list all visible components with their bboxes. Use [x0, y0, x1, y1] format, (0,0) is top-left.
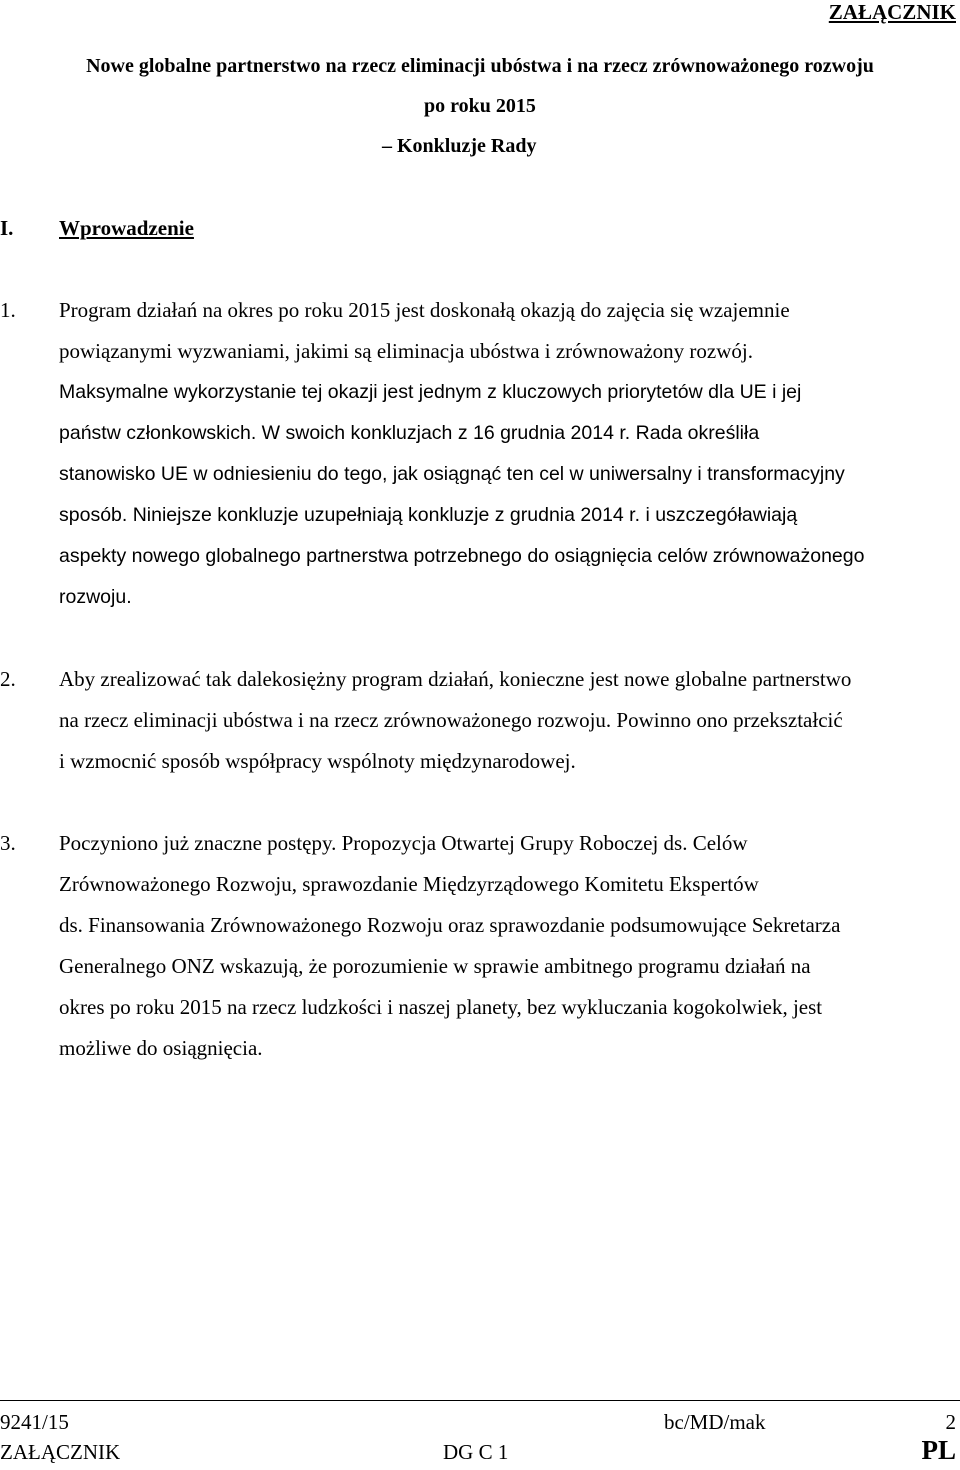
paragraph-text: [59, 823, 959, 1069]
paragraph-number: 1.: [0, 298, 16, 322]
paragraph-text: [59, 659, 959, 782]
paragraph-number: 3.: [0, 831, 16, 855]
section-number: I.: [0, 216, 14, 240]
directorate-code: DG C 1: [443, 1440, 509, 1464]
document-number: 9241/15: [0, 1410, 69, 1434]
page-number: 2: [945, 1410, 956, 1434]
paragraph-line: Poczyniono już znaczne postępy. Propozycja Otwartej Grupy Roboczej ds. Celów: [59, 831, 748, 855]
language-code: PL: [921, 1435, 956, 1465]
paragraph-line: Generalnego ONZ wskazują, że porozumienie w sprawie ambitnego programu działań na: [59, 954, 811, 978]
paragraph-line: sposób. Niniejsze konkluzje uzupełniają konkluzje z grudnia 2014 r. i uszczegóławiają: [59, 504, 798, 526]
footer-annex-label: ZAŁĄCZNIK: [0, 1440, 121, 1464]
document-title-line-1: Nowe globalne partnerstwo na rzecz eliminacji ubóstwa i na rzecz zrównoważonego rozwoju: [86, 55, 874, 77]
section-title: Wprowadzenie: [59, 216, 194, 240]
paragraph-line: ds. Finansowania Zrównoważonego Rozwoju oraz sprawozdanie podsumowujące Sekretarza: [59, 913, 841, 937]
paragraph-text: [59, 290, 959, 618]
paragraph-line: aspekty nowego globalnego partnerstwa potrzebnego do osiągnięcia celów zrównoważonego: [59, 545, 865, 567]
paragraph-line: i wzmocnić sposób współpracy wspólnoty międzynarodowej.: [59, 749, 576, 773]
paragraph-line: Maksymalne wykorzystanie tej okazji jest jednym z kluczowych priorytetów dla UE i jej: [59, 381, 802, 403]
paragraph-number: 2.: [0, 667, 16, 691]
paragraph-line: państw członkowskich. W swoich konkluzjach z 16 grudnia 2014 r. Rada określiła: [59, 422, 760, 444]
paragraph-line: rozwoju.: [59, 586, 132, 608]
annex-label: ZAŁĄCZNIK: [828, 0, 956, 24]
document-subtitle: – Konkluzje Rady: [382, 135, 537, 157]
paragraph-line: na rzecz eliminacji ubóstwa i na rzecz zrównoważonego rozwoju. Powinno ono przekształcić: [59, 708, 843, 732]
document-title-line-2: po roku 2015: [424, 95, 536, 117]
paragraph-line: Aby zrealizować tak dalekosiężny program działań, konieczne jest nowe globalne partnerstwo: [59, 667, 852, 691]
paragraph-line: Program działań na okres po roku 2015 jest doskonałą okazją do zajęcia się wzajemnie: [59, 298, 790, 322]
paragraph-line: powiązanymi wyzwaniami, jakimi są eliminacja ubóstwa i zrównoważony rozwój.: [59, 339, 753, 363]
paragraph-line: możliwe do osiągnięcia.: [59, 1036, 263, 1060]
author-code: bc/MD/mak: [664, 1410, 766, 1434]
paragraph-line: Zrównoważonego Rozwoju, sprawozdanie Międzyrządowego Komitetu Ekspertów: [59, 872, 759, 896]
paragraph-line: stanowisko UE w odniesieniu do tego, jak osiągnąć ten cel w uniwersalny i transformacyjny: [59, 463, 845, 485]
paragraph-line: okres po roku 2015 na rzecz ludzkości i naszej planety, bez wykluczania kogokolwiek, jest: [59, 995, 823, 1019]
footer-divider: [0, 1400, 960, 1401]
